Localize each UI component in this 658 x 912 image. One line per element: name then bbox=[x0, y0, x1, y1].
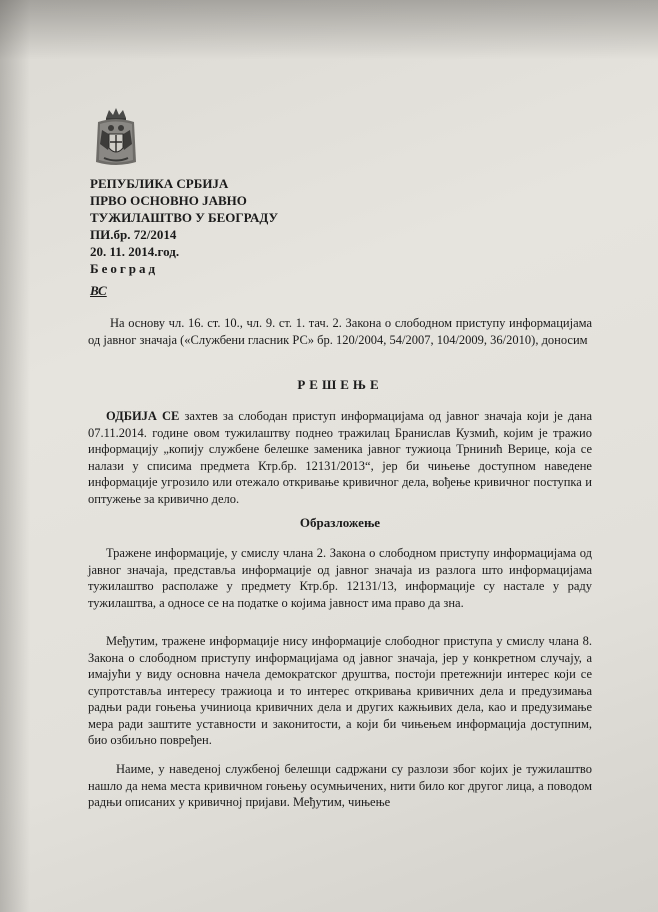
decision-paragraph bbox=[88, 408, 592, 507]
legal-basis-paragraph: На основу чл. 16. ст. 10., чл. 9. ст. 1. тач. 2. Закона о слободном приступу информацијама од јавног значаја («Службени гласник РС» бр. 120/2004, 54/2007, 104/2009, 36/2010), доносим bbox=[88, 316, 592, 347]
author-initials: ВС bbox=[90, 283, 107, 298]
decision-lead: ОДБИЈА СЕ bbox=[106, 409, 180, 423]
case-number: ПИ.бр. 72/2014 bbox=[90, 227, 177, 242]
header-country: РЕПУБЛИКА СРБИЈА bbox=[90, 176, 229, 191]
decision-title: РЕШЕЊЕ bbox=[297, 377, 383, 392]
reasoning-title: Образложење bbox=[299, 515, 381, 530]
document-date: 20. 11. 2014.год. bbox=[90, 244, 180, 259]
reasoning-paragraph-2: Међутим, тражене информације нису информације слободног приступа у смислу члана 8. Закона о слободном приступу информацијама од јавног значаја, јер у конкретном случају, а имајући у виду основна начела демократског друштва, постоји претежнији интерес који се супротставља интересу тражиоца и то интерес откривања кривичних дела и предузимања радњи ради гоњења учиниоца кривичних дела и других кажњивих дела, као и предузимање мера ради заштите уставности и законитости, а који би чињењем информација доступним, био озбиљно повређен. bbox=[88, 634, 592, 747]
header-institution-line2: ТУЖИЛАШТВО У БЕОГРАДУ bbox=[90, 210, 278, 225]
decision-text: захтев за слободан приступ информацијама од јавног значаја који је дана 07.11.2014. године овом тужилаштву поднео тражилац Бранислав Кузмић, којим је тражио информацију „копију службене белешке заменика јавног тужиоца Трнинић Верице, која се налази у списима предмета Ктр.бр. 12131/2013“, јер би чињење доступном наведене информације угрозило или отежало откривање кривичног дела, вођење кривичног поступка и оптужење за кривично дело. bbox=[88, 409, 592, 506]
reasoning-paragraph-3: Наиме, у наведеној службеној белешци садржани су разлози због којих је тужилаштво нашло да нема места кривичном гоњењу осумњичених, нити било ког другог лица, а поводом радњи описаних у кривичној пријави. Међутим, чињење bbox=[88, 762, 592, 809]
institution-header bbox=[90, 175, 278, 277]
header-institution-line1: ПРВО ОСНОВНО ЈАВНО bbox=[90, 193, 247, 208]
serbian-coat-of-arms-icon bbox=[94, 106, 138, 170]
document-city: Београд bbox=[90, 261, 159, 276]
page-shadow-left bbox=[0, 0, 30, 912]
page-shadow-top bbox=[0, 0, 658, 60]
reasoning-paragraph-1: Тражене информације, у смислу члана 2. Закона о слободном приступу информацијама од јавног значаја, представља информације од јавног значаја из разлога што информацијама тужилаштво располаже у предмету Ктр.бр. 12131/13, информације су настале у раду тужилаштва, а односе се на податке о којима јавност има право да зна. bbox=[88, 546, 592, 610]
